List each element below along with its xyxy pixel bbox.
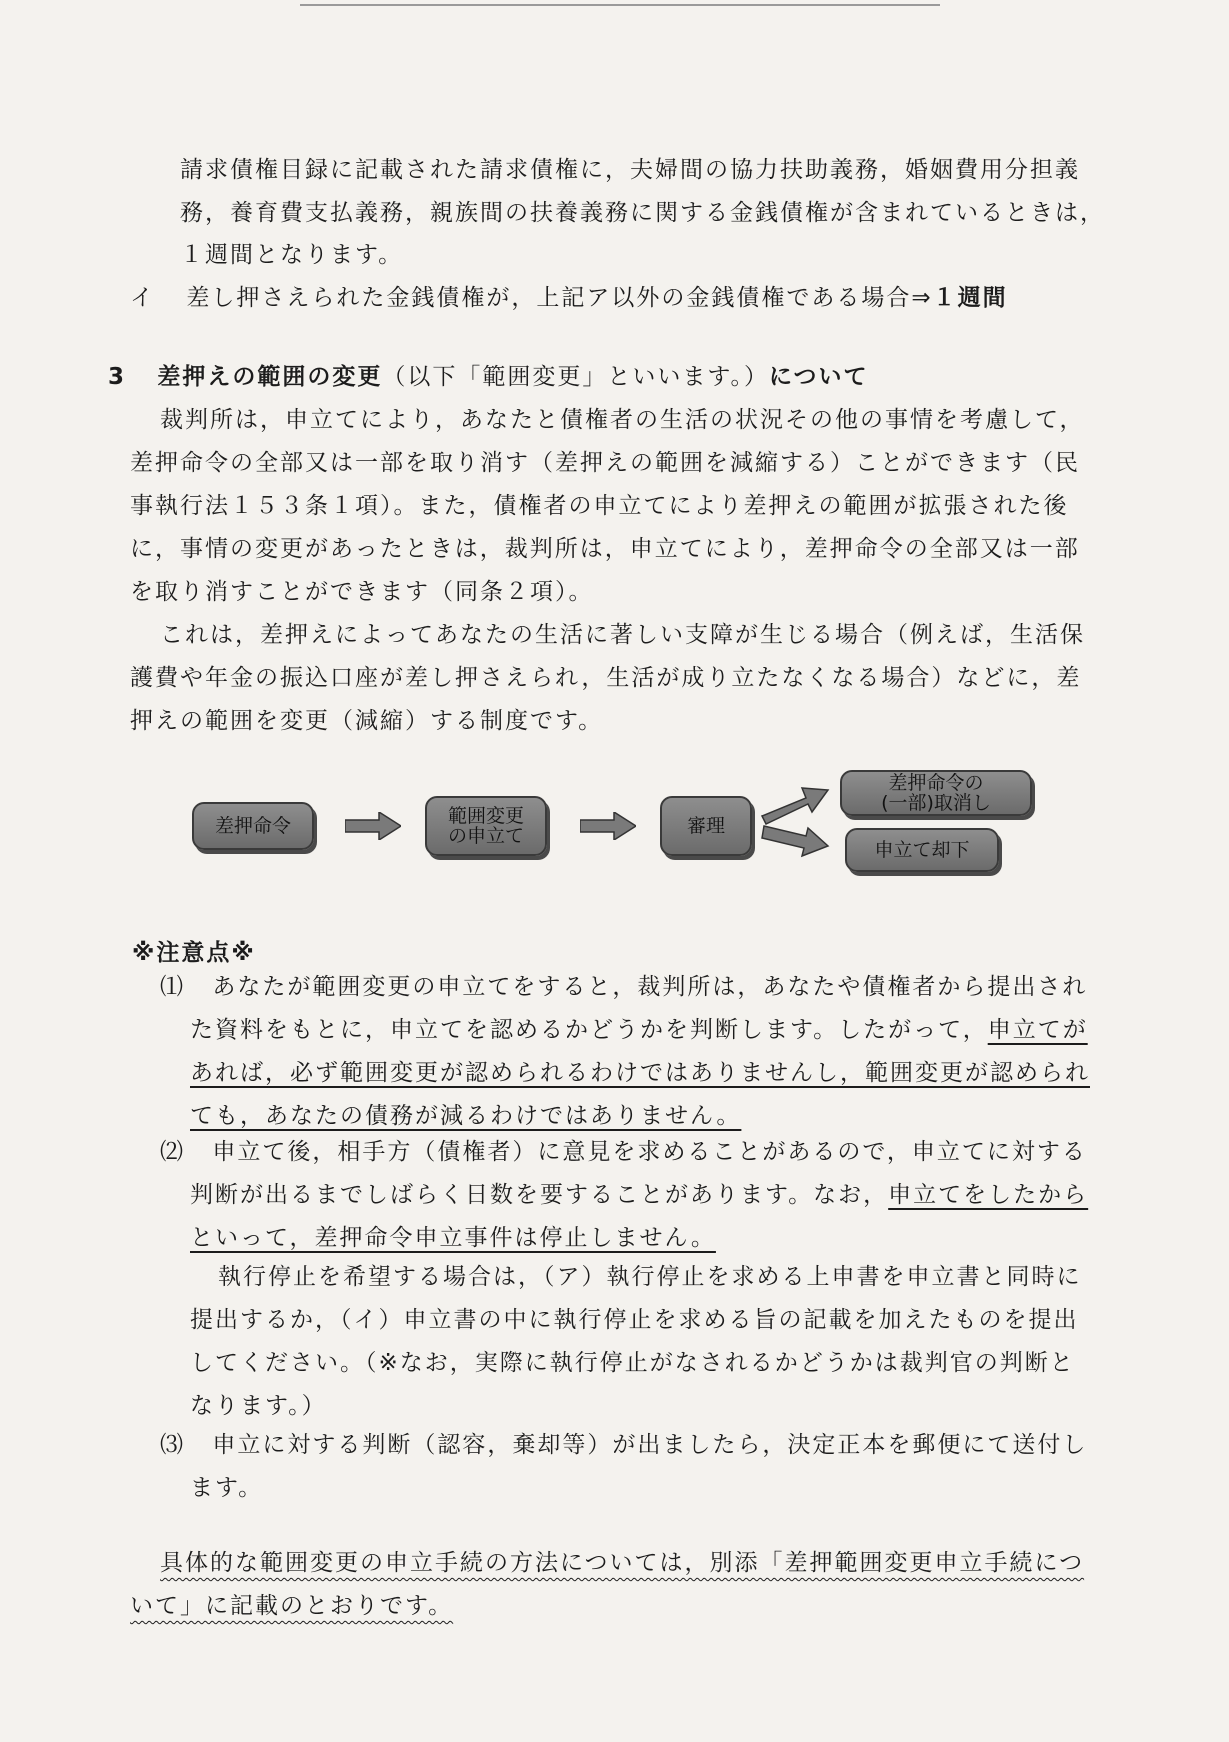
section-3-para2-line-1: これは，差押えによってあなたの生活に著しい支障が生じる場合（例えば，生活保: [160, 622, 1085, 648]
flow-step-hearing-label: 審理: [686, 815, 725, 837]
flow-step-order: [192, 802, 314, 850]
note-3-line-1: [160, 1430, 1087, 1460]
note-2-line-2: [190, 1180, 1088, 1210]
note-2-text-1: 申立て後，相手方（債権者）に意見を求めることがあるので，申立てに対する: [212, 1139, 1087, 1165]
note-2-line-1: [160, 1137, 1087, 1167]
note-1-marker: ⑴: [160, 974, 185, 1000]
flow-arrow-icon: [345, 812, 401, 840]
note-2-text-2: 判断が出るまでしばらく日数を要することがあります。なお，: [190, 1182, 889, 1208]
section-3-title-paren: （以下「範囲変更」といいます。）: [382, 364, 769, 390]
item-i-text: 差し押さえられた金銭債権が，上記ア以外の金銭債権である場合⇒: [186, 285, 933, 311]
flowchart: [180, 770, 1040, 890]
note-1-line-4: ても，あなたの債務が減るわけではありません。: [190, 1103, 742, 1129]
note-1-underlined-2: 申立てが: [987, 1017, 1088, 1043]
note-1-line-1: [160, 972, 1087, 1002]
note-2-line-3: といって，差押命令申立事件は停止しません。: [190, 1225, 716, 1251]
paragraph-a-line-3: １週間となります。: [180, 242, 404, 268]
paragraph-a-line-1: 請求債権目録に記載された請求債権に，夫婦間の協力扶助義務，婚姻費用分担義: [180, 157, 1080, 183]
closing-line-2: いて」に記載のとおりです。: [130, 1593, 454, 1619]
item-i-emphasis: １週間: [932, 285, 1008, 311]
section-3-title-tail: について: [769, 364, 869, 390]
flow-step-application-line-2: の申立て: [447, 825, 524, 847]
section-3-para1-line-3: 事執行法１５３条１項）。また，債権者の申立てにより差押えの範囲が拡張された後: [130, 493, 1069, 519]
section-3-para2-line-2: 護費や年金の振込口座が差し押さえられ，生活が成り立たなくなる場合）などに，差: [130, 665, 1082, 691]
flow-step-application: [425, 796, 547, 856]
note-2-underlined-2: 申立てをしたから: [888, 1182, 1089, 1208]
note-1-text-1: あなたが範囲変更の申立てをすると，裁判所は，あなたや債権者から提出され: [212, 974, 1088, 1000]
scan-top-edge: [300, 4, 940, 6]
section-3-para1-line-2: 差押命令の全部又は一部を取り消す（差押えの範囲を減縮する）ことができます（民: [130, 450, 1080, 476]
flow-step-order-label: 差押命令: [214, 815, 291, 837]
flow-arrow-down-icon: [760, 824, 830, 864]
section-3-heading: [108, 362, 869, 392]
flow-arrow-icon: [580, 812, 636, 840]
section-3-para2-line-3: 押えの範囲を変更（減縮）する制度です。: [130, 708, 604, 734]
section-3-para1-line-5: を取り消すことができます（同条２項）。: [130, 579, 594, 605]
note-2-line-5: 提出するか，（イ）申立書の中に執行停止を求める旨の記載を加えたものを提出: [190, 1307, 1079, 1333]
note-3-line-2: ます。: [190, 1475, 264, 1501]
section-3-para1-line-4: に，事情の変更があったときは，裁判所は，申立てにより，差押命令の全部又は一部: [130, 536, 1080, 562]
note-2-line-4: 執行停止を希望する場合は，（ア）執行停止を求める上申書を申立書と同時に: [218, 1264, 1082, 1290]
closing-line-1: 具体的な範囲変更の申立手続の方法については，別添「差押範囲変更申立手続につ: [160, 1550, 1085, 1576]
section-3-para1-line-1: 裁判所は，申立てにより，あなたと債権者の生活の状況その他の事情を考慮して，: [160, 407, 1085, 433]
note-2-marker: ⑵: [160, 1139, 185, 1165]
flow-result-dismiss: [845, 828, 999, 872]
note-3-text-1: 申立に対する判断（認容，棄却等）が出ましたら，決定正本を郵便にて送付し: [212, 1432, 1088, 1458]
flow-result-dismiss-label: 申立て却下: [874, 839, 970, 861]
note-2-line-6: してください。（※なお，実際に執行停止がなされるかどうかは裁判官の判断と: [190, 1350, 1075, 1376]
note-1-text-2: た資料をもとに，申立てを認めるかどうかを判断します。したがって，: [190, 1017, 988, 1043]
item-i-marker: イ: [130, 285, 155, 311]
note-3-marker: ⑶: [160, 1432, 185, 1458]
flow-result-cancel-line-2: (一部)取消し: [881, 792, 991, 814]
notes-heading: ※注意点※: [132, 940, 256, 966]
flow-arrow-up-icon: [760, 780, 830, 826]
flow-step-hearing: [660, 796, 752, 856]
section-3-title: 差押えの範囲の変更: [157, 364, 383, 390]
section-3-number: 3: [108, 364, 127, 390]
note-1-line-3: あれば，必ず範囲変更が認められるわけではありませんし，範囲変更が認められ: [190, 1060, 1090, 1086]
flow-step-application-line-1: 範囲変更: [447, 805, 524, 827]
note-2-line-7: なります。）: [190, 1393, 327, 1419]
item-i: [130, 283, 1008, 313]
flow-result-cancel-line-1: 差押命令の: [888, 772, 984, 794]
flow-result-cancel: [840, 770, 1032, 816]
paragraph-a-line-2: 務，養育費支払義務，親族間の扶養義務に関する金銭債権が含まれているときは，: [180, 200, 1105, 226]
note-1-line-2: [190, 1015, 1088, 1045]
